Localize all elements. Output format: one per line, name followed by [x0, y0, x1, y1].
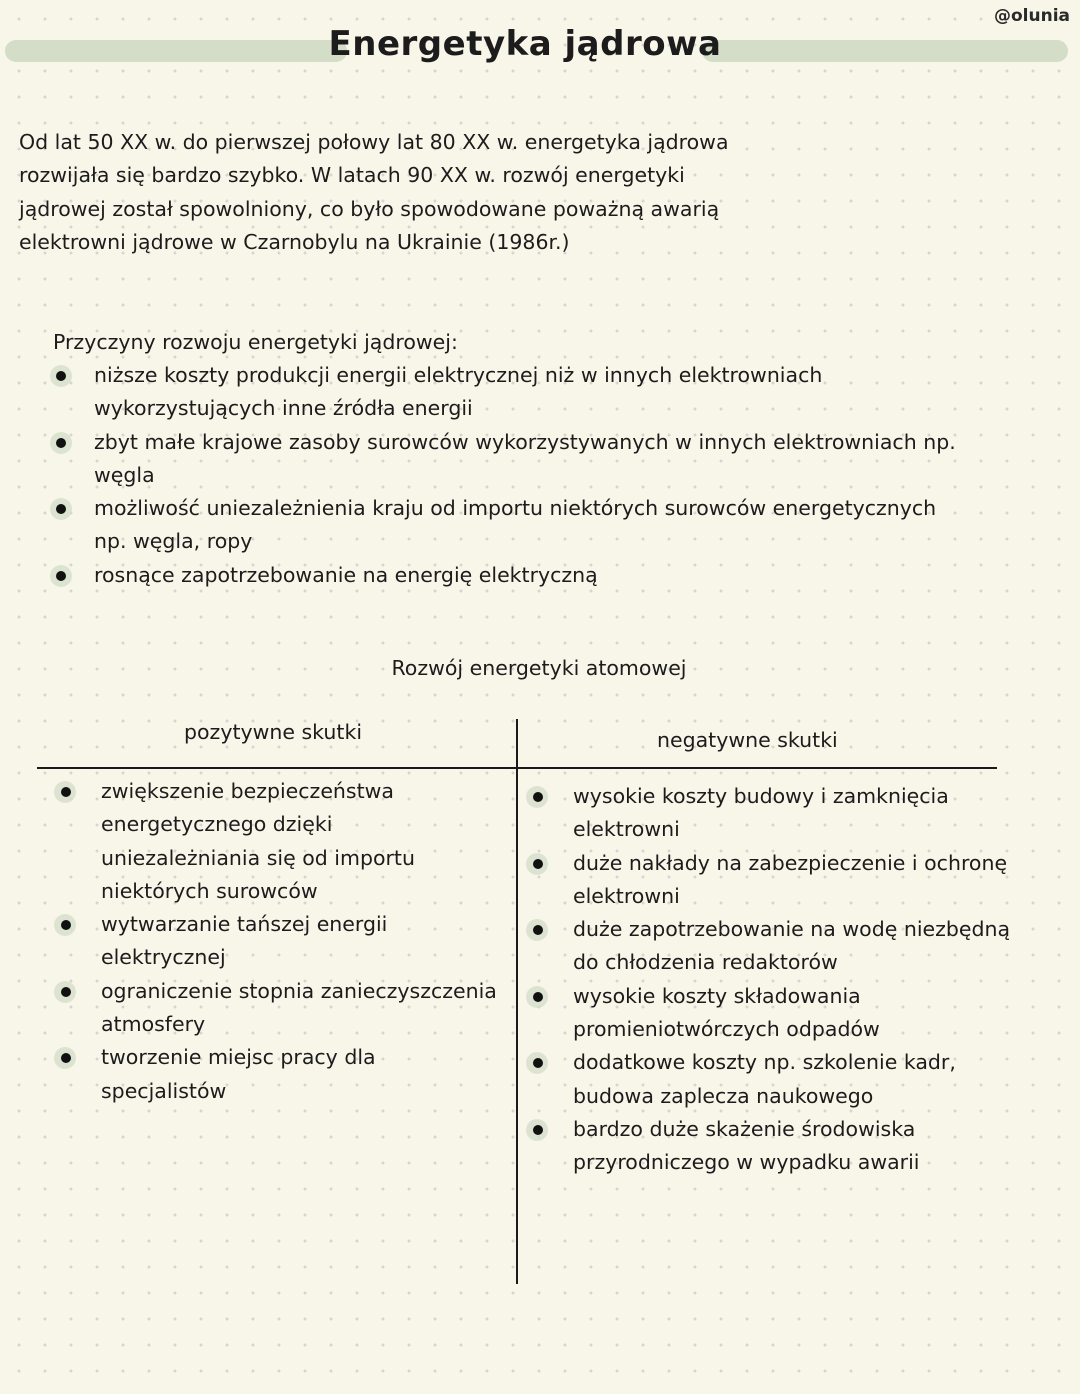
negative-effect-item: [527, 1046, 1047, 1113]
bullet-dot-icon: [533, 1125, 543, 1135]
table-title-text: Rozwój energetyki atomowej: [391, 656, 687, 680]
bullet-line: możliwość uniezależnienia kraju od importu niektórych surowców energetycznych: [94, 496, 937, 521]
bullet-dot-icon: [533, 792, 543, 802]
bullet-dot-icon: [56, 571, 66, 581]
bullet-line: węgla: [94, 462, 155, 487]
positive-effect-item: [55, 975, 515, 1042]
bullet-line: promieniotwórczych odpadów: [573, 1017, 880, 1042]
bullet-line: do chłodzenia redaktorów: [573, 950, 838, 975]
bullet-line: energetycznego dzięki: [101, 812, 333, 837]
bullet-line: uniezależniania się od importu: [101, 845, 415, 870]
bullet-line: dodatkowe koszty np. szkolenie kadr,: [573, 1050, 956, 1075]
cause-item: [53, 359, 1013, 426]
bullet-dot-icon: [61, 987, 71, 997]
intro-line: Od lat 50 XX w. do pierwszej połowy lat 80 XX w. energetyka jądrowa: [19, 130, 729, 154]
positive-effect-item: [55, 908, 515, 975]
bullet-line: elektrycznej: [101, 945, 226, 970]
intro-line: jądrowej został spowolniony, co było spowodowane poważną awarią: [19, 196, 720, 221]
causes-list: [53, 359, 1013, 592]
bullet-line: bardzo duże skażenie środowiska: [573, 1116, 916, 1141]
bullet-line: niektórych surowców: [101, 878, 318, 903]
negative-effect-item: [527, 913, 1047, 980]
table-column-divider: [516, 719, 518, 1284]
bullet-line: duże nakłady na zabezpieczenie i ochronę: [573, 850, 1008, 875]
bullet-dot-icon: [61, 787, 71, 797]
bullet-line: przyrodniczego w wypadku awarii: [573, 1150, 920, 1175]
table-title: [0, 656, 1080, 680]
bullet-line: wytwarzanie tańszej energii: [101, 912, 388, 937]
positive-effect-item: [55, 775, 515, 908]
author-handle: @olunia: [993, 6, 1070, 26]
cause-item: [53, 559, 1013, 592]
bullet-line: rosnące zapotrzebowanie na energię elektryczną: [94, 562, 598, 587]
bullet-dot-icon: [533, 992, 543, 1002]
negative-effect-item: [527, 980, 1047, 1047]
intro-paragraph: [19, 126, 819, 259]
bullet-line: ograniczenie stopnia zanieczyszczenia: [101, 978, 497, 1003]
bullet-line: zbyt małe krajowe zasoby surowców wykorzystywanych w innych elektrowniach np.: [94, 429, 956, 454]
bullet-line: niższe koszty produkcji energii elektrycznej niż w innych elektrowniach: [94, 363, 823, 387]
bullet-dot-icon: [56, 438, 66, 448]
causes-heading: Przyczyny rozwoju energetyki jądrowej:: [53, 330, 458, 354]
positive-effects-list: [55, 775, 515, 1108]
cause-item: [53, 492, 1013, 559]
negative-effects-list: [527, 780, 1047, 1180]
bullet-line: elektrowni: [573, 883, 680, 908]
bullet-line: wysokie koszty budowy i zamknięcia: [573, 784, 949, 808]
negative-effect-item: [527, 847, 1047, 914]
bullet-line: zwiększenie bezpieczeństwa: [101, 779, 394, 803]
bullet-dot-icon: [56, 371, 66, 381]
bullet-line: budowa zaplecza naukowego: [573, 1083, 874, 1108]
cause-item: [53, 426, 1013, 493]
bullet-line: wykorzystujących inne źródła energii: [94, 396, 473, 421]
intro-line: elektrowni jądrowe w Czarnobylu na Ukrainie (1986r.): [19, 229, 570, 254]
bullet-line: tworzenie miejsc pracy dla: [101, 1045, 376, 1070]
bullet-line: elektrowni: [573, 817, 680, 842]
bullet-line: np. węgla, ropy: [94, 529, 253, 554]
bullet-dot-icon: [533, 859, 543, 869]
intro-line: rozwijała się bardzo szybko. W latach 90 XX w. rozwój energetyki: [19, 163, 685, 188]
bullet-line: wysokie koszty składowania: [573, 983, 861, 1008]
negative-effects-heading: negatywne skutki: [657, 728, 838, 752]
bullet-line: duże zapotrzebowanie na wodę niezbędną: [573, 917, 1011, 942]
positive-effects-heading: pozytywne skutki: [184, 720, 363, 744]
negative-effect-item: [527, 1113, 1047, 1180]
page-title: Energetyka jądrowa: [328, 24, 722, 64]
bullet-line: atmosfery: [101, 1012, 206, 1037]
positive-effect-item: [55, 1041, 515, 1108]
negative-effect-item: [527, 780, 1047, 847]
bullet-line: specjalistów: [101, 1078, 227, 1103]
